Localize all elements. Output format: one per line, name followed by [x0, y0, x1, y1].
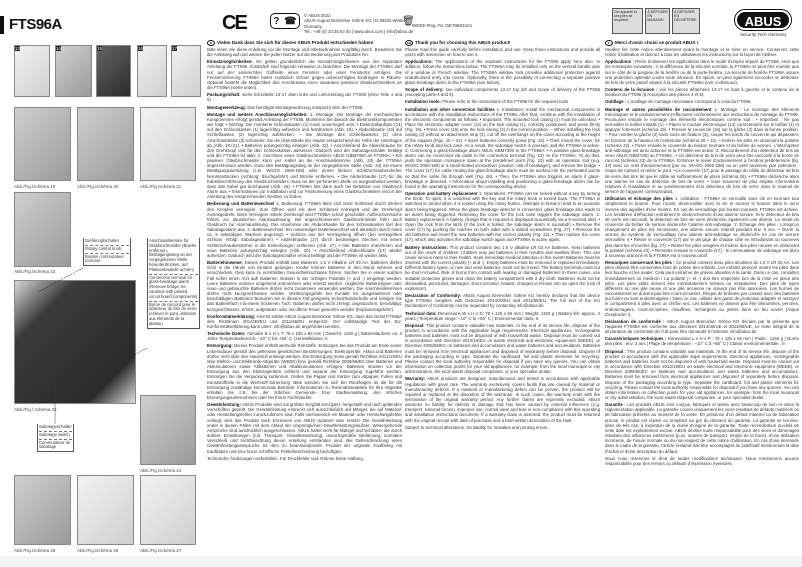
paragraph-text: see individual components 13-17 top left and scope of delivery of the FTS96 (excepting parts 4 and 5). — [405, 87, 601, 98]
part-label: 14 — [56, 46, 62, 51]
callout-text: Sabotage switch — [39, 432, 72, 440]
figure-caption: Abb./Fig./schéma 21 — [140, 184, 182, 189]
paragraph — [207, 59, 402, 90]
paragraph-text: ABUS Produkte sind mit größter Sorgfalt konzipiert, hergestellt und nach geltenden Vorschriften geprüft. Die Gewährleistung erstreckt sich ausschließlich auf Mängel, die auf Material- oder Herstellungsfehler zurückzuführen sind. Falls nachweislich ein Material- oder Herstellungsfehler vorliegt, wird das Produkt nach Ermessen von ABUS repariert oder ersetzt. Die Gewährleistung endet in diesen Fällen mit dem Ablauf der ursprünglichen Gewährleistungslaufzeit. Weitergehende Ansprüche sind ausdrücklich ausgeschlossen. ABUS haftet nicht für Mängel und Schäden, die durch äußere Einwirkungen (z.B. Transport, Gewalteinwirkung), unsachgemäße Bedienung, normalen Verschleiß und Nichtbeachtung dieser Anleitung entstanden sind. Bei Geltendmachung eines Gewährleistungsanspruchs ist dem zu beanstandenden Produkt der originale Kaufbeleg mit Kaufdatum und eine kurze schriftliche Fehlerbeschreibung beizufügen. — [207, 402, 403, 454]
paragraph-text: The applications of the separate instructions for the FTS96 apply here also. In addition, follow the instructions below: The FTS96A may be installed only on the vertical handle side of a window or French window. The FTS96A window lock provides additional protection against unauthorised entry into rooms. Optionally, there is the possibility of connecting a separate passive glass-breakage alarm to the FTS96A (see below). — [405, 59, 600, 85]
figure-caption: Abb./Fig./schéma 27 — [140, 548, 182, 553]
paragraph — [405, 376, 600, 422]
paragraph-text: Please refer to the instructions of the FTS96 for the required tools. — [442, 99, 570, 105]
paragraph — [405, 245, 600, 291]
paragraph-lead: Technische Daten: — [207, 331, 246, 337]
question-phone-icon: ? ☎ — [270, 13, 300, 29]
figure-caption: Abb./Fig./schéma 25 — [14, 548, 56, 553]
paragraph-lead: Installation tools: — [405, 99, 441, 105]
paragraph — [405, 311, 600, 321]
paragraph — [405, 107, 600, 190]
paragraph-lead: Disposal : — [605, 348, 626, 354]
paragraph-text: Hiermit erklärt ABUS August Bremicker Söhne KG, dass das Gerät FTS96A den Richtlinien 2014/30/EU und 2011/65/EU entspricht. Der vollständige Text der EU-Konformitätserklärung kann unter: info@abus.de angefordert werden. — [207, 313, 402, 329]
paragraph — [605, 336, 799, 346]
paragraph-lead: Einsatzmöglichkeiten: — [207, 59, 253, 65]
paragraph-lead: Scope of delivery: — [405, 87, 444, 93]
paragraph — [605, 402, 799, 454]
language-flag-icon: D — [207, 40, 215, 46]
paragraph-text: 1. Operations: FTS96A can be locked without a key by turning the knob. To open, it is unlocked with the key and the rotary knob is turned back. The FTS96A is switched to armed when it is locked using the rotary button. Attempts to break in lead to an acoustic alarm being triggered. When the glass breakage detector is connected, glass breakage also leads to an alarm being triggered. Removing the cover for the lock case triggers the sabotage alarm. 2. Battery replacement: A battery change that is required is displayed acoustically via a 5-second alert. • Open the lock from the latch (if the lock is bolted, the sabotage alarm is sounded!) • Remove the cover (17) by pushing the notches on both sides with a slotted screwdriver (Fig. 27). • Remove the old batteries and insert the new batteries with the correct polarity (Fig. 22). • Then replace the cover (17), which also activates the sabotage switch again and FTS96A is active again. — [405, 191, 601, 243]
copyright-block — [304, 13, 414, 35]
paragraph-lead: Contenu de la livraison : — [605, 87, 658, 93]
language-flag-icon: F — [605, 40, 613, 46]
paragraph — [605, 456, 799, 466]
product-title: FTS96A — [9, 16, 62, 33]
paragraph — [207, 456, 402, 461]
thank-you-heading: Merci d'avoir choisi ce produit ABUS ! — [615, 40, 699, 46]
paragraph — [605, 107, 799, 195]
paragraph — [405, 323, 600, 375]
paragraph — [405, 47, 600, 57]
paragraph-text: Veuillez lire cette notice attentivement avant le montage et la mise en service. Conservez cette notice d'utilisation et donnez à tous les utilisateurs les instructions sur la façon de l'utiliser. — [605, 47, 799, 58]
paragraph-text: Das benötigte Montagewerkzeug entspricht dem der FTS96. — [247, 104, 364, 110]
figure-caption: Abb./Fig./schéma 20 — [77, 184, 119, 189]
paragraph-text: ABUS August Bremicker Söhne KG déclare par la présente que l'appareil FTS96A est conforme aux directives 2014/30/UE et 2011/65/UE. Le texte intégral de la déclaration de conformité de l'UE peut être demandé à l'adresse info@abus.de — [605, 318, 799, 335]
figure-25-image — [14, 475, 71, 545]
figure-caption: Abb./Fig./ schéma 23 — [14, 407, 57, 412]
paragraph-text: This product contains two 1.5 V alkaline LR 03 AA batteries. Keep batteries out of the reach of children. Children may put batteries in their mouths and swallow them. This can cause serious harm to their health. Seek immediate medical attention in this event! Batteries must be inserted with the correct polarity (+ and -). Empty batteries must be removed or replaced immediately. Different battery types, or new and used batteries, must not be mixed. The battery terminals must not be short-circuited. Risk of burns from contact with leaking or damaged batteries! In these cases, use suitable protective gloves and clean the battery compartment with a dry cloth. Batteries must not be dismantled, punctured, damaged, short-circuited, heated, charged or thrown into an open fire (risk of explosion!). — [405, 244, 600, 291]
copyright-line: © ABUS 2022 — [304, 13, 331, 18]
figure-caption: Abb./Fig./schéma 22 — [14, 269, 56, 274]
paragraph-text: Abmaße B x H x T: 78 x 125 x 55 mm | Gewicht: 1150 g | Batterielaufzeit: ca. 2 Jahre Temperaturbereich: –10° C bis +55° C | Umweltklasse: II. — [207, 331, 402, 342]
part-label: 15 — [97, 46, 103, 51]
paragraph — [405, 425, 600, 430]
paragraph — [207, 331, 402, 341]
paragraph — [207, 343, 402, 400]
paragraph-text: Es gelten grundsätzlich die Einsatzmöglichkeiten aus der separaten Anleitung der FTS96. Zusätzlich sind folgende Hinweise zu beachten: Die Montage der FTS96A darf nur auf der senkrechten Griffseite eines Fensters oder einer Fenstertür erfolgen. Die Fenstersicherung FTS96A bietet zusätzlich Schutz gegen unberechtigtes Eindringen in Räume. Optional besteht die Möglichkeit des Anschlusses eines separaten passiven Glasbruchmelders an die FTS96A (siehe unten). — [207, 59, 402, 91]
paragraph — [207, 402, 402, 454]
paragraph — [405, 99, 600, 104]
paragraph-text: Technische Änderungen vorbehalten. Für Druckfehler und Irrtümer keine Haftung. — [207, 455, 364, 461]
weee-reg-number: WEEE-Reg.-Nr. DE79663101 — [412, 23, 473, 28]
paragraph-lead: Garantie : — [605, 402, 626, 408]
paragraph-text: This product contains valuable raw materials. At the end of its service life, dispose of the product in accordance with the applicable legal requirements. Electrical appliances, rechargeable batteries and batteries must not be disposed of with household waste. Disposal must be carried out in accordance with Directive 2012/19/EU on waste electrical and electronic equipment (WEEE), or Directive 2006/66/EC on batteries and accumulators and waste batteries and accumulators. Batteries must be removed from electrical appliances and disposed of separately before disposal. Dispose of the packaging according to type. Separate the cardboard, foil and plastic elements for recycling. Please contact the local authority responsible for disposal if you have any queries. You can obtain information on collection points for your old appliances, for example, from the local municipal or city administration, the local waste disposal companies, or your specialist dealer. — [605, 348, 799, 400]
paragraph — [207, 92, 402, 102]
paragraph-lead: Disposal: — [405, 322, 425, 328]
language-heading — [207, 40, 402, 46]
german-column — [207, 40, 402, 463]
paragraph-lead: Applications: — [405, 59, 433, 65]
callout-text: Bouton commutateur tournant — [85, 253, 124, 264]
english-column — [405, 40, 600, 432]
figure-26-image — [77, 475, 134, 545]
paragraph-text: Ce produit contient deux piles alcalines de 1,5 V LR 03 AA. Les piles doivent être conservées hors de portée des enfants. Les enfants peuvent mettre les piles dans leur bouche et les avaler. Cela peut entraîner de graves atteintes à la santé. Dans ce cas, consultez immédiatement un médecin ! La polarité (+ et -) doit être respectée lors de la mise en place des piles. Les piles vides doivent être immédiatement retirées ou remplacées. Des piles de types différents ou une pile neuve et une pile ancienne ne doivent pas être associées. Les bornes de raccordement ne doivent pas être court-circuitées. Risque de brûlures par contact avec des batteries qui fuient ou sont endommagées ! Dans ce cas, utilisez des gants de protection adaptés et nettoyez le compartiment à piles avec un chiffon sec. Les batteries ne doivent pas être démontées, percées, endommagées, court-circuitées, chauffées, rechargées ou jetées dans un feu ouvert (risque d'explosion !). — [605, 260, 799, 317]
triman-text: À DÉPOSER EN MAGASIN — [645, 8, 670, 34]
callout-text: Borne de raccord pour le détecteur de bris de verre (enlever le pont, attention aux éléments de la platine) — [149, 301, 197, 326]
paragraph — [605, 87, 799, 97]
paragraph-lead: Montage et autres possibilités de raccordement — [605, 106, 712, 112]
paragraph-text: 1. Bedienung: FTS96A lässt sich ohne Schlüssel durch Drehen des Knopfes verriegeln. Zum Öffnen wird mit dem Schlüssel entriegelt und der Drehknopf zurückgedreht. Beim Verriegeln mittels Drehknopf wird FTS96A scharf geschaltet. Aufbruchversuche führen zur akustischen Alarmauslösung. Bei angeschlossenem Glasbruchmelder führt auch Glasbruch zur Alarmauslösung. Das Abnehmen der Abdeckhaube für den Schlosskasten löst den Sabotagealarm aus. 2. Batteriewechsel: Ein notwendiger Batteriewechsel wird akustisch durch einen ca. 5 sekündigen Warnton angezeigt. • Schloss aus der Verriegelung öffnen (bei verriegeltem Schloss erfolgt Sabotagealarm!) • Abdeckhaube (17) durch beidseitiges Stechen mit einem Schlitzschraubendreher in die Einkerbungen entfernen (Abb. 27). • Alte Batterien entnehmen und neue Batterien polungsrichtig einlegen (Abb. 20). • Anschließend Abdeckhaube (17) wieder aufsetzen. Dadurch wird der Sabotageschalter erneut betätigt und die FTS96A ist wieder aktiv. — [207, 201, 402, 258]
paragraph-lead: Technical data: — [405, 310, 437, 316]
paragraph-text: ABUS products are designed, manufactured and tested in accordance with applicable regulations with great care. The warranty exclusively covers faults that are caused by material or manufacturing defects. If a material or manufacturing defect can be proven, the product will be repaired or replaced at the discretion of the warrantor. In such cases, the warranty ends with the termination of the original warranty period. Any further claims are expressly excluded. ABUS assumes no liability for defects or damage that has been caused by external influences (e.g. transport, external forces), improper use, normal wear and tear or non-compliance with this operating and installation instructions document. If a warranty claim is asserted, the product must be returned with the original receipt with date of purchase and a brief written description of the fault. — [405, 376, 600, 423]
callout-text: Sabotageschalter — [39, 424, 72, 432]
paragraph-text: Nous nous réservons le droit de toutes modifications techniques. Nous n'assumons aucune responsabilité pour des erreurs ou défauts d'impression éventuels. — [605, 455, 799, 466]
figure-caption: Abb./Fig./schéma 26 — [77, 548, 119, 553]
paragraph — [207, 201, 402, 258]
paragraph-text: Prière d'observer les applications dans le mode d'emploi séparé du FTS96. Ainsi que les remarques suivantes : À la différence de la sécurité normale, la FTS96A ne peut être montée que sur le côté de la poignée de la fenêtre ou de la porte-fenêtre. La sécurité de fenêtre FTS96A assure une protection optimale contre toute intrusion. En option, on peut également raccorder un détecteur de bris de verre passif séparé à la sécurité FTS96A (voir ci-dessous). — [605, 59, 799, 85]
part-label: 16 — [138, 46, 144, 51]
paragraph-lead: Operation and battery replacement — [405, 191, 478, 197]
paragraph — [207, 47, 402, 57]
paragraph-lead: Montage und weitere Anschlussmöglichkeiten: — [207, 111, 308, 117]
paragraph-lead: Packungsinhalt: — [207, 92, 241, 98]
paragraph-lead: Battery instructions: — [405, 244, 448, 250]
language-heading — [405, 40, 600, 46]
paragraph — [605, 319, 799, 334]
paragraph-lead: Gewährleistung: — [207, 402, 242, 408]
paragraph-text: 1. Installation: Install the mechanical components in accordance with the installation instructions of the FTS96. After that, continue with the installation of the electronic components as follows: • Important: The mounted lock casing (1) must be unlocked. • Place the electronic adapter cover (14) on the lock casing (1), correctly positioned, and press firmly (Fig. 19). • Press cover (16) onto the lock casing (2) in the correct position. – When installing the lock casing (2) without an attachment strip (3), cut off the overhangs on the cover according to the height of the support (Figs. 20 + 21). • Insert batteries correctly poled (Fig. 22). • Then mount the cover, for the rotary knob and lock case. As a result, the sabotage switch is pressed, and the FTS96A is active. 2. Connecting a glass-breakage alarm ABUS GBM7300 to the FTS96A: • A passive glass-breakage alarm can be connected via cable to the connection terminal (Fig. 23) on the FTS96A. To do that, push the operation crosspiece down at the predefined point (Fig. 23) with an operation tool (e.g. WAGO 2060-189) or a small slotted screwdriver (caution: risk of breakage!), and remove the bridge. • The cover (17) for cable routing the glass-breakage alarm must be worked into the perforated points so that the cable fits through well (Fig. 26). • Then, the FTS96A also triggers an alarm if glass-breakage is detected. • Information about installing and positioning a glass-breakage alarm can be found in the operating instructions for the corresponding device. — [405, 106, 600, 189]
paragraph-text: Bitte lesen Sie diese Anleitung vor der Montage und Inbetriebnahme sorgfältig durch. Bewahren Sie die Anleitung auf und weisen Sie jeden Nutzer auf die Bedienung des Produktes hin. — [207, 47, 402, 58]
paragraph-text: Les produits ABUS sont conçus, fabriqués et testés avec beaucoup de soin et selon la réglementation applicable. La garantie couvre uniquement les vices résultant de défauts matériels ou de fabrication présents au moment de la vente. En présence d'un défaut matériel ou de fabrication prouvé, le produit est réparé ou remplacé au gré du donneur de garantie. La garantie se termine, dans de tels cas, à expiration de la durée d'origine de la garantie. Toute revendication au-delà de cette date est explicitement exclue. ABUS décline toute responsabilité pour des vices et dommages résultant des influences extérieures (p.ex. avaries de transport, emploi de la force), d'une utilisation incorrecte, de l'usure normale ou du non-respect de cette notice d'utilisation. En cas d'une demande dans le cadre de la garantie, l'article réclamé doit être accompagné du justificatif mentionnant la date d'achat et d'une description du défaut. — [605, 402, 799, 454]
paragraph-text: Please read this guide carefully before installation and use. Keep these instructions and provide all users with instruction on how to use it. — [405, 47, 600, 58]
thank-you-heading: Vielen Dank dass Sie sich für dieses ABUS Produkt entschieden haben! — [217, 40, 374, 46]
callout-text: Drehknopfschalter — [85, 238, 129, 246]
paragraph — [605, 196, 799, 258]
paragraph-lead: Montagewerkzeug: — [207, 104, 247, 110]
thank-you-heading: Thank you for choosing this ABUS product! — [415, 40, 511, 46]
paragraph-text: Dimensions W x H x D: 78 x 125 x 55 mm | Weight: 1150 g | Battery life: approx. 2 years | Temperature range: –10° C to +55° C | Environmental class: II. — [405, 310, 600, 321]
figure-24-image — [140, 395, 196, 465]
triman-recycling-logo — [612, 8, 700, 34]
paragraph — [605, 99, 799, 104]
paragraph-lead: Déclaration de conformité : — [605, 318, 665, 324]
paragraph-text: 1. Montage: Die Montage der mechanischen Komponenten erfolgt gemäß Anleitung der FTS96. Montieren Sie danach die Elektronikkomponenten wie folgt: • Wichtig: Der montierte Schlosskasten (1) muss unverriegelt sein. • Elektronikaufsatz (14) auf den Schlosskasten (1) lagerichtig aufsetzen und festdrücken (Abb. 19). • Abdeckhaube (16) auf Schließkasten (2) lagerichtig aufdrücken. – Bei Montage des Schließkastens (2) ohne Anschraubleiste (3) schneiden Sie die Überstände der Haube entsprechend der Höhe der Unterlagen ab (Abb. 20+21). • Batterien polungsrichtig einlegen (Abb. 22). • Anschließend die Abdeckhaube für den Drehknopf und für den Schlosskasten aufsetzen. Dadurch wird der Sabotageschalter betätigt und die FTS96A ist aktiv. 2. Anschluss eines Glasbruchmelders ABUS GBM7300 an FTS96A: • Ein passiver Glasbruchmelder kann per Kabel an die Anschlussklemme (Abb. 23) der FTS96A angeschlossen werden. Dazu den Betätigungssteg an der vorgegebenen Stelle (Abb. 23) mit einem Betätigungswerkzeug (z.B. WAGO 2060-189) oder einem kleinen Schlitzschraubendreher herunterdrücken (Achtung: Bruchgefahr!) und Brücke entfernen. • Die Abdeckhaube (17) für die Kabeldurchführung des Glasbruchmelders muss an der perforierten Stelle so ausgearbeitet werden, dass das Kabel gut durchpasst (Abb. 26). • FTS96A löst dann auch bei Detektion von Glasbruch Alarm aus. • Informationen zur Installation und zur Positionierung eines Glasbruchmelders sind in der Anleitung des entsprechenden Gerätes zu finden. — [207, 111, 402, 200]
ce-mark-icon: CE — [222, 12, 246, 34]
paragraph-text: siehe Einzelteile 13-17 oben links und Lieferumfang der FTS96 (ohne Teile 4 und 5). — [207, 92, 402, 103]
paragraph-text: Subject to technical alterations. No liability for mistakes and printing errors. — [405, 424, 549, 430]
weee-bin-icon: 🗑 — [402, 16, 415, 27]
part-label: 17 — [172, 46, 178, 51]
paragraph-text: 1. Utilisation : FTS96A se verrouille sans clé en tournant tout simplement le bouton. Pour l'ouvrir, déverrouiller avec la clé et tourner le bouton dans le sens inverse des aiguilles d'une montre. En cas de verrouillage par bouton tournant, FTS96A est activée. Les tentatives d'effraction entraînent le déclenchement d'une alarme sonore. Si le détecteur de bris de verre est raccordé, la détection de bris de verre déclenche également une alarme. Le retrait du couvercle du boîtier de serrure déclenche l'alarme anti-sabotage. 2. Échange des piles : Lorsqu'un changement de piles est nécessaire, une alarme sonore retentit pendant env. 5 sec. • Ouvrir la serrure du système de verrouillage (une alarme anti-sabotage se déclenche en cas de serrure verrouillée !) • Retirer le couvercle (17) par le perçage de chaque côté en introduisant un tournevis plat dans les encoches (fig. 27). • Retirer les piles usagées et insérer des piles neuves en observant la polarité (schéma 22). • Remettre ensuite le couvercle (17) ; le commutateur de sabotage est alors à nouveau actionné et la FTS96A est à nouveau actif. — [605, 196, 799, 258]
paragraph-text: ABUS August Bremicker Söhne KG hereby declares that the device type FTS96A complies with Directives 2014/30/EU and 2011/65/EU. The full text of the EU Declaration of Conformity can be requested by contacting info@abus.de — [405, 293, 600, 309]
paragraph-lead: Utilisation et échange des piles — [605, 196, 673, 202]
paragraph-text: 1. Montage : Le montage des éléments mécaniques et le positionnement s'effectuent conformément aux instructions de montage du FTS96. Poursuivre ensuite le montage des éléments électroniques comme suit : • Important : Ne pas verrouiller le boîtier installé (1). • Placer le module électronique (14) correctement sur le boîtier (1) et appuyer fortement (schéma 19). • Presser le couvercle (16) sur la gâche (2) dans la bonne position. – Pour monter la gâche (2) sans socle de fixation (3), couper les bords du couvercle qui dépassent, en fonction de la hauteur de l'entretoise (schéma 20 + 21). • Insérer les piles en observant la polarité (schéma 22). • Poser ensuite le couvercle du bouton tournant et du boîtier de serrure. L'interrupteur anti-sabotage est ainsi actionné et la FTS96A est active. 2. Raccordement d'un détecteur de bris de verre ABUS GBM7300 au FTS96A : • Un détecteur de bris de verre peut être raccordé à la borne de raccord (schéma 23) de la FTS96A. Enfoncer le levier d'actionnement à l'endroit prédéterminé (fig. 23) avec un outil d'actionnement (par ex. WAGO 2060-189) ou un petit tournevis plat (attention : risque de rupture) et retirer le pont. • Le couvercle (17) pour le passage du câble du détecteur de bris de verre doit être tel que le câble ait suffisamment de place (schéma 26). • FTS96A déclenche alors une alarme en cas de détection de bris de verre. • Vous trouverez de plus amples informations relatives à l'installation et au positionnement d'un détecteur de bris de verre dans le manuel de service de l'appareil correspondant. — [605, 106, 799, 195]
brand-tagline: Security Tech Germany — [740, 32, 787, 37]
callout-sabotage-switch — [37, 424, 74, 452]
language-heading — [605, 40, 799, 46]
paragraph — [207, 105, 402, 110]
figure-27-image — [140, 475, 196, 545]
callout-text: Commutateur de sabotage — [39, 439, 71, 450]
paragraph — [605, 47, 799, 57]
paragraph — [405, 87, 600, 97]
contact-line: Tel.: +49 (0) 23 35 63 40 | www.abus.com | info@abus.de — [304, 29, 414, 35]
paragraph — [605, 59, 799, 85]
language-flag-icon: GB — [406, 41, 412, 45]
paragraph-text: L'outillage de montage nécessaire correspond à celui du FTS96. — [627, 99, 752, 105]
paragraph-lead: Bedienung und Batteriewechsel — [207, 201, 275, 207]
paragraph-lead: Applications : — [605, 59, 634, 65]
part-label: 13 — [15, 46, 21, 51]
paragraph — [207, 112, 402, 200]
paragraph-lead: Installation and other connection facilities — [405, 106, 495, 112]
paragraph — [207, 260, 402, 312]
paragraph — [405, 191, 600, 243]
callout-text: Anschlussklemme für Glasbruchmelder (Brücke entfernen, Betätigungssteg an der vorgegebenen Stelle herunterdrücken, auf Platinenbauteile achten) — [149, 238, 198, 275]
figure-caption: Abb./Fig./schéma 24 — [140, 468, 182, 473]
paragraph-lead: Batteriehinweise: — [207, 260, 243, 266]
paragraph — [605, 349, 799, 401]
paragraph-lead: Declaration of Conformity: — [405, 293, 462, 299]
paragraph-lead: Outillage : — [605, 99, 627, 105]
french-column — [605, 40, 799, 468]
paragraph-text: Dieses Produkt enthält zwei Batterien 1,5 V Alkaline LR 03 AA. Batterien dürfen nicht in die Hände von Kindern gelangen. Kinder können Batterien in den Mund nehmen und verschlucken. Dies kann zu ernsthaften Gesundheitsschäden führen. Suchen Sie in einem solchen Fall sofort einen Arzt auf! Batterien müssen in der richtigen Polarität (+ und -) eingelegt werden. Leere Batterien müssen umgehend entnommen oder ersetzt werden. Ungleiche Batterietypen oder neue und gebrauchte Batterien dürfen nicht zusammen verwendet werden. Die Anschlussklemmen dürfen nicht kurzgeschlossen werden. Verätzungsgefahr bei Kontakt mit ausgelaufenen oder beschädigten Batterien! Benutzen Sie in diesem Fall geeignete Schutzhandschuhe und reinigen Sie das Batteriefach mit einem trockenen Tuch. Batterien dürfen nicht zerlegt, angestochen, beschädigt, kurzgeschlossen, erhitzt, aufgeladen oder ins offene Feuer geworfen werden (Explosionsgefahr!). — [207, 260, 402, 312]
paragraph-lead: Caractéristiques techniques : — [605, 336, 667, 342]
callout-text: Connection terminal for glass-breakage alarm (Remove bridge; be cautious with printed circuit board components) — [149, 275, 198, 302]
paragraph — [405, 59, 600, 85]
page-footer-band — [0, 556, 802, 567]
callout-text: Rotary control knob — [85, 246, 129, 254]
address-line: ABUS August Bremicker Söhne KG | D 58292 Wetter | Germany. — [304, 18, 408, 29]
triman-text: Cet appareil et ses piles se recyclent — [612, 8, 643, 34]
figure-caption: Abb./Fig./schéma 19 — [14, 184, 56, 189]
paragraph-lead: Warranty: — [405, 376, 426, 382]
paragraph-text: This product contains valuable raw materials. At the end of its service life, dispose of the product in accordance with the applicable legal requirements. Electrical appliances, rechargeable batteries and batteries must not be disposed of with household waste. Disposal must be carried out in accordance with Directive 2012/19/EU on waste electrical and electronic equipment (WEEE), or Directive 2006/66/EC on batteries and accumulators and waste batteries and accumulators. Batteries must be removed from electrical appliances and disposed of separately before disposal. Dispose of the packaging according to type. Separate the cardboard, foil and plastic elements for recycling. Please contact the local authority responsible for disposal if you have any queries. You can obtain information on collection points for your old appliances, for example, from the local municipal or city administration, the local waste disposal companies, or your specialist dealer. — [405, 322, 600, 375]
paragraph-lead: Entsorgung: — [207, 343, 233, 349]
abus-logo: ABUS — [735, 10, 791, 30]
paragraph-text: Dimensions L x H x P : 78 x 125 x 55 mm | Poids : 1150 g | Durée des piles : env. 2 ans | Plage de température : –10° C à +55° C | Classe environnementale : II. — [605, 336, 799, 347]
paragraph-lead: Konformitätserklärung: — [207, 313, 256, 319]
paragraph-text: voir les pièces détachées 13-17 en haut à gauche et le contenu de la livraison du FTS96 (à l'exception des pièces 4 et 5). — [605, 87, 799, 98]
triman-text: À DÉPOSER EN DÉCHÈTERIE — [672, 8, 700, 34]
paragraph — [207, 314, 402, 329]
paragraph — [405, 293, 600, 308]
paragraph-text: Dieses Produkt enthält wertvolle Rohstoffe. Entsorgen Sie das Produkt am Ende seiner Lebensdauer gemäß den geltenden gesetzlichen Bestimmungen. Elektrogeräte, Akkus und Batterien dürfen nicht über den Hausmüll entsorgt werden. Die Entsorgung muss gemäß Richtlinie 2012/19/EU über Elektro- und Elektronik-Altgeräte (WEEE) bzw. gemäß Richtlinie 2006/66/EG über Batterien und Akkumulatoren sowie Altbatterien und Altakkumulatoren erfolgen. Batterien müssen vor der Entsorgung aus den Elektrogeräten entfernt und separat der Entsorgung zugeführt werden. Entsorgen Sie die Verpackung sortenrein. Geben Sie Pappe und Karton zum Altpapier, Folien und Kunststoffteile in die Wertstoff-Sammlung. Bitte wenden Sie sich bei Rückfragen an die für die Entsorgung zuständige kommunale Behörde. Informationen zu Rücknahmestellen für Ihre Altgeräte erhalten Sie z.B. bei der örtlichen Gemeinde- bzw. Stadtverwaltung, den örtlichen Entsorgungsunternehmen oder bei Ihrem Fachhändler. — [207, 343, 402, 400]
paragraph — [605, 260, 799, 317]
paragraph-lead: Remarques concernant les piles : — [605, 260, 675, 266]
